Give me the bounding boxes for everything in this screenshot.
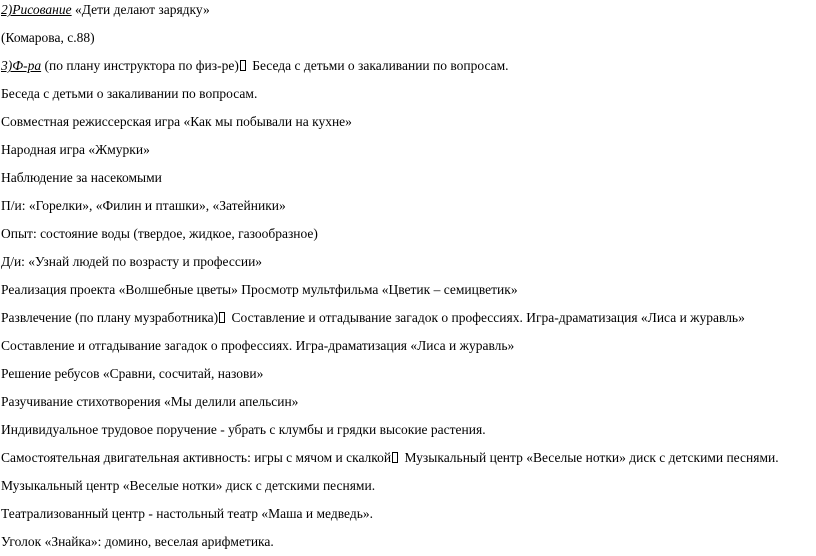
line-text: Д/и: «Узнай людей по возрасту и профессии» bbox=[1, 254, 263, 269]
activity-line bbox=[1, 394, 298, 410]
activity-line bbox=[1, 254, 262, 270]
line-text: Беседа с детьми о закаливании по вопросам. bbox=[1, 86, 258, 101]
activity-line bbox=[1, 282, 518, 298]
line-text: Индивидуальное трудовое поручение - убрать с клумбы и грядки высокие растения. bbox=[1, 422, 486, 437]
missing-glyph-icon bbox=[392, 452, 398, 463]
line-text: (по плану инструктора по физ-ре) bbox=[41, 58, 239, 73]
line-text: Наблюдение за насекомыми bbox=[1, 170, 162, 185]
line-text: Театрализованный центр - настольный театр «Маша и медведь». bbox=[1, 506, 374, 521]
line-text: Опыт: состояние воды (твердое, жидкое, газообразное) bbox=[1, 226, 318, 241]
activity-line bbox=[1, 506, 373, 522]
line-text-after: Составление и отгадывание загадок о профессиях. Игра-драматизация «Лиса и журавль» bbox=[228, 310, 745, 325]
activity-line bbox=[1, 198, 286, 214]
section-label-drawing: 2)Рисование bbox=[1, 2, 72, 17]
line-text: Решение ребусов «Сравни, сосчитай, назови» bbox=[1, 366, 264, 381]
activity-line bbox=[1, 226, 318, 242]
line-text: Самостоятельная двигательная активность: игры с мячом и скалкой bbox=[1, 450, 392, 465]
activity-line bbox=[1, 170, 162, 186]
activity-line bbox=[1, 114, 352, 130]
line-text: Разучивание стихотворения «Мы делили апельсин» bbox=[1, 394, 299, 409]
activity-line bbox=[1, 478, 375, 494]
activity-line bbox=[1, 450, 779, 466]
activity-line bbox=[1, 366, 263, 382]
activity-line bbox=[1, 338, 514, 354]
line-text: Музыкальный центр «Веселые нотки» диск с детскими песнями. bbox=[1, 478, 376, 493]
line-text: (Комарова, с.88) bbox=[1, 30, 95, 45]
line-text: «Дети делают зарядку» bbox=[71, 2, 210, 17]
missing-glyph-icon bbox=[240, 60, 246, 71]
line-text: Народная игра «Жмурки» bbox=[1, 142, 150, 157]
missing-glyph-icon bbox=[219, 312, 225, 323]
activity-line bbox=[1, 142, 150, 158]
line-text: Уголок «Знайка»: домино, веселая арифметика. bbox=[1, 534, 274, 549]
line-text: Совместная режиссерская игра «Как мы побывали на кухне» bbox=[1, 114, 352, 129]
line-text: П/и: «Горелки», «Филин и пташки», «Затейники» bbox=[1, 198, 286, 213]
activity-line bbox=[1, 534, 274, 550]
activity-line-drawing bbox=[1, 2, 210, 18]
line-text: Реализация проекта «Волшебные цветы» Просмотр мультфильма «Цветик – семицветик» bbox=[1, 282, 518, 297]
line-text: Составление и отгадывание загадок о профессиях. Игра-драматизация «Лиса и журавль» bbox=[1, 338, 515, 353]
activity-line-physical bbox=[1, 58, 509, 74]
line-text-after: Беседа с детьми о закаливании по вопросам. bbox=[248, 58, 509, 73]
activity-line bbox=[1, 422, 486, 438]
activity-line bbox=[1, 310, 745, 326]
line-text-after: Музыкальный центр «Веселые нотки» диск с детскими песнями. bbox=[401, 450, 779, 465]
activity-line-source bbox=[1, 30, 95, 46]
section-label-physical: 3)Ф-ра bbox=[1, 58, 42, 73]
activity-line bbox=[1, 86, 257, 102]
line-text: Развлечение (по плану музработника) bbox=[1, 310, 219, 325]
